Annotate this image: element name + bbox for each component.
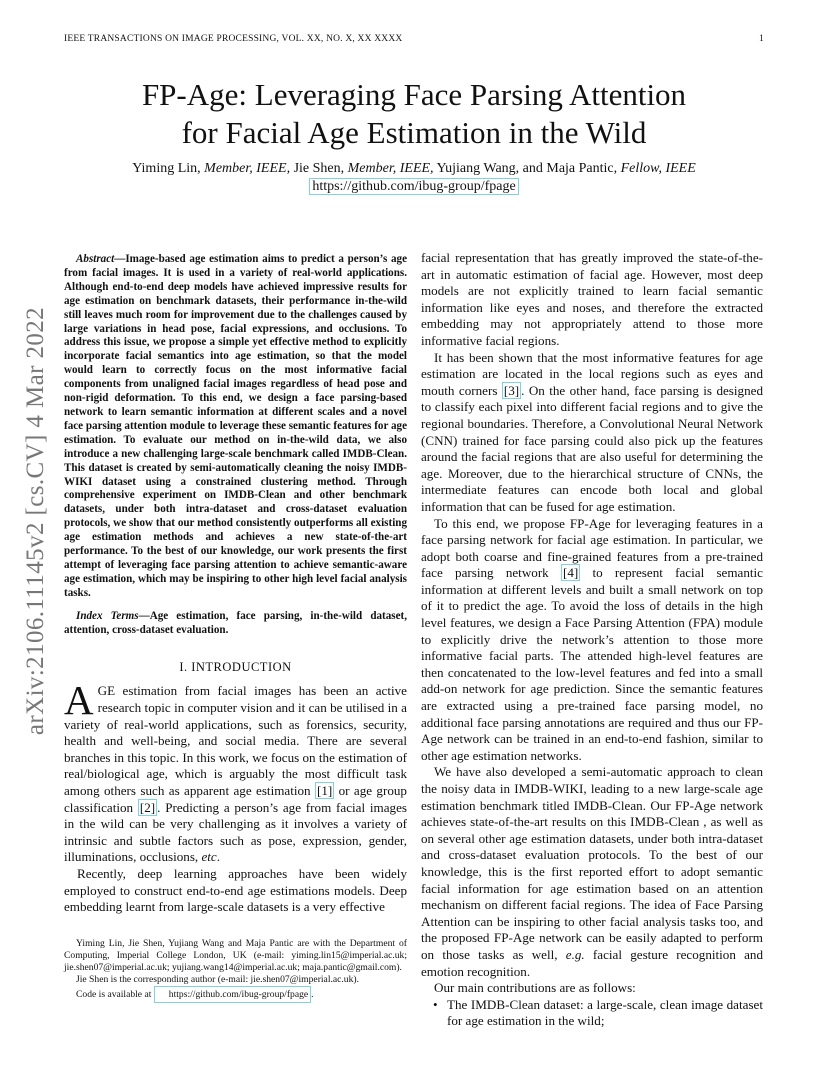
author-2: Jie Shen,: [293, 161, 345, 176]
intro-text-d: .: [216, 849, 221, 865]
right-paragraph-2: [421, 350, 763, 516]
right-paragraph-4: [421, 764, 763, 980]
title-line-1: FP-Age: Leveraging Face Parsing Attention: [141, 77, 687, 112]
right-p3-text-a: To this end, we propose FP-Age for leveraging features in a face parsing network for facial age estimation. In particular, we adopt both coarse and fine-grained features from a pre-trained face parsing network: [421, 515, 763, 581]
contribution-bullet-1: [421, 997, 763, 1030]
intro-paragraph-2: Recently, deep learning approaches have been widely employed to construct end-to-end age estimations models. Deep embedding learnt from large-scale datasets is a very effective: [64, 866, 407, 915]
arxiv-stamp: [19, 289, 53, 752]
title-line-2: for Facial Age Estimation in the Wild: [181, 115, 647, 150]
footnote-affiliation: Yiming Lin, Jie Shen, Yujiang Wang and Maja Pantic are with the Department of Computing, Imperial College London, UK (e-mail: yiming.lin15@imperial.ac.uk; jie.shen07@imperial.ac.uk; yujiang.wang14@imperial.ac.uk; maja.pantic@gmail.com).: [64, 938, 407, 974]
author-block: [0, 160, 828, 196]
author-1: Yiming Lin,: [132, 161, 201, 176]
footnote-code-link[interactable]: https://github.com/ibug-group/fpage: [154, 986, 311, 1003]
right-p4-eg: e.g.: [565, 946, 585, 962]
author-3-4: Yujiang Wang, and Maja Pantic,: [436, 161, 618, 176]
section-heading-introduction: I. INTRODUCTION: [179, 660, 292, 675]
author-4-role: Fellow, IEEE: [620, 161, 696, 176]
intro-etc: etc: [201, 849, 217, 865]
citation-2[interactable]: [2]: [139, 799, 156, 815]
right-p4-text-a: We have also developed a semi-automatic approach to clean the noisy data in IMDB-WIKI, leading to a new large-scale age estimation benchmark titled IMDB-Clean. Our FP-Age network achieves state-of-the-art results on this IMDB-Clean , as well as on several other age estimation datasets, under both intra-dataset and cross-dataset evaluation protocols. To the best of our knowledge, this is the first reported effort to adopt semantic facial information for age estimation based on an attention mechanism on different facial regions. The idea of Face Parsing Attention can be inspiring to other facial analysis tasks too, and the proposed FP-Age network can be easily adapted to perform on those tasks as well,: [421, 764, 763, 962]
footnote-code-text: Code is available at: [76, 989, 154, 1001]
right-paragraph-1: facial representation that has greatly improved the state-of-the-art in automatic estimation of facial age. However, most deep models are not explicitly trained to learn facial semantic information like eyes and noses, and therefore the extracted embedding may not appropriately attend to those more informative facial regions.: [421, 250, 763, 348]
abstract: [64, 253, 407, 601]
author-line: [0, 160, 828, 178]
intro-text-a: GE estimation from facial images has been an active research topic in computer vision and it can be utilised in a variety of real-world applications, such as forensics, security, health and well-being, and social media. There are several branches in this topic. In this work, we focus on the estimation of real/biological age, which is arguably the most difficult task among others such as apparent age estimation: [64, 683, 407, 799]
right-column: [421, 250, 763, 1030]
index-terms-label: Index Terms: [76, 609, 139, 622]
right-paragraph-3: [421, 516, 763, 765]
github-link[interactable]: https://github.com/ibug-group/fpage: [309, 178, 518, 195]
intro-text-c: . Predicting a person’s age from facial images in the wild can be very challenging as it involves a variety of intrinsic and subtle factors such as pose, expression, gender, illuminations, occlusions,: [64, 799, 407, 865]
index-terms: [64, 610, 407, 638]
author-2-role: Member, IEEE,: [347, 161, 434, 176]
right-p3-text-b: to represent facial semantic information at different levels and built a small network on top of it to predict the age. To avoid the loss of details in the high level features, we design a Face Parsing Attention (FPA) module to explicitly drive the network’s attention to those more informative facial parts. The attended high-level features are then concatenated to the low-level features and fed into a small add-on network for age prediction. Since the semantic features are extracted using a pre-trained face parsing model, no additional face parsing annotations are required and thus our FP-Age network can be trained in an end-to-end fashion, similar to other age estimation networks.: [421, 565, 763, 763]
intro-paragraph-1: [64, 677, 407, 866]
intro-text-b: or age group classification: [64, 783, 407, 815]
footnote-code-end: .: [311, 989, 314, 1001]
abstract-label: Abstract: [76, 253, 115, 265]
footnote-corresponding: Jie Shen is the corresponding author (e-mail: jie.shen07@imperial.ac.uk).: [76, 974, 359, 986]
index-terms-text: —Age estimation, face parsing, in-the-wild dataset, attention, cross-dataset evaluation.: [64, 609, 407, 636]
arxiv-id[interactable]: arXiv:2106.11145v2 [cs.CV] 4 Mar 2022: [22, 306, 49, 735]
bullet-icon: •: [433, 996, 438, 1012]
citation-1[interactable]: [1]: [316, 783, 333, 799]
journal-header: IEEE TRANSACTIONS ON IMAGE PROCESSING, VOL. XX, NO. X, XX XXXX: [64, 34, 403, 44]
right-p4-text-b: facial gesture recognition and emotion recognition.: [421, 946, 764, 979]
right-p2-text-a: It has been shown that the most informative features for age estimation are located in the local regions such as eyes and mouth corners: [421, 349, 763, 398]
citation-3[interactable]: [3]: [503, 382, 520, 398]
citation-4[interactable]: [4]: [562, 565, 579, 581]
right-paragraph-5: Our main contributions are as follows:: [434, 980, 636, 996]
drop-cap: A: [64, 677, 94, 724]
paper-title: [0, 76, 828, 152]
page-number: 1: [759, 34, 764, 44]
author-1-role: Member, IEEE,: [204, 161, 291, 176]
abstract-text: —Image-based age estimation aims to predict a person’s age from facial images. It is used in a variety of real-world applications. Although end-to-end deep models have achieved impressive results for age estimation on benchmark datasets, their performance in-the-wild still leaves much room for improvement due to the challenges caused by large variations in head pose, facial expressions, and occlusions. To address this issue, we propose a simple yet effective method to explicitly incorporate facial semantics into age estimation, so that the model would learn to correctly focus on the most informative facial components from unaligned facial images regardless of head pose and non-rigid deformation. To this end, we design a face parsing-based network to learn semantic information at different scales and a novel face parsing attention module to leverage these semantic features for age estimation. To evaluate our method on in-the-wild data, we also introduce a new challenging large-scale benchmark called IMDB-Clean. This dataset is created by semi-automatically cleaning the noisy IMDB-WIKI dataset using a constrained clustering method. Through comprehensive experiment on IMDB-Clean and other benchmark datasets, under both intra-dataset and cross-dataset evaluation protocols, we show that our method consistently outperforms all existing age estimation methods and achieves a new state-of-the-art performance. To the best of our knowledge, our work presents the first attempt of leveraging face parsing attention to achieve semantic-aware age estimation, which may be inspiring to other high level facial analysis tasks.: [64, 253, 407, 599]
footnote-code: [64, 986, 407, 1003]
right-p2-text-b: . On the other hand, face parsing is designed to classify each pixel into different facial regions and to give the regional boundaries. Therefore, a Convolutional Neural Network (CNN) trained for face parsing could also pick up the features around the facial regions that are also useful for determining the age. Moreover, due to the hierarchical structure of CNNs, the intermediate features can encode both local and global information that can be fused for age estimation.: [421, 382, 763, 514]
left-column: [64, 253, 407, 916]
running-header: [64, 34, 764, 44]
bullet-text: The IMDB-Clean dataset: a large-scale, clean image dataset for age estimation in the wild;: [447, 996, 763, 1029]
footnotes: [64, 938, 407, 1003]
